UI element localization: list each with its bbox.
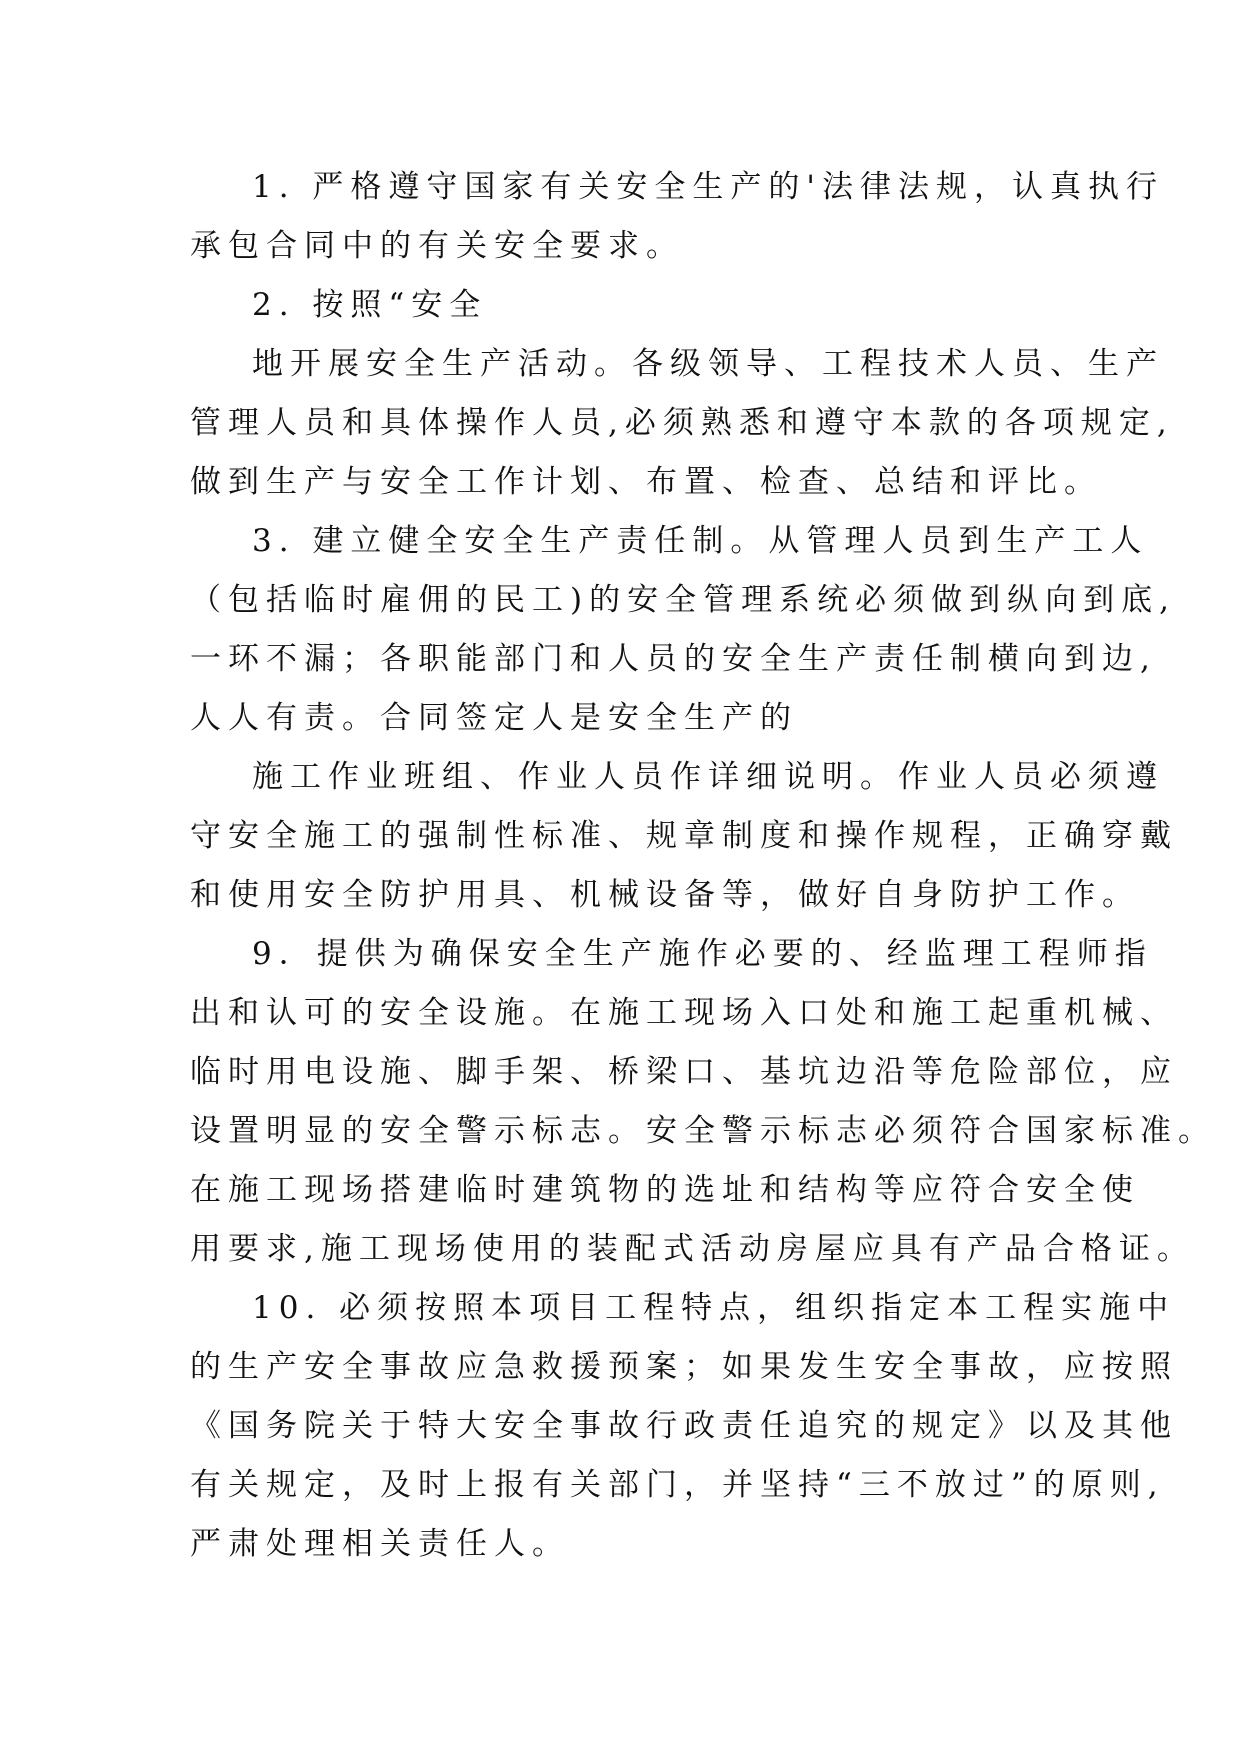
line-8: （包括临时雇佣的民工)的安全管理系统必须做到纵向到底, — [190, 582, 1176, 618]
line-24: 严肃处理相关责任人。 — [190, 1526, 570, 1562]
line-13: 和使用安全防护用具、机械设备等，做好自身防护工作。 — [190, 877, 1140, 913]
line-14: 9．提供为确保安全生产施作必要的、经监理工程师指 — [252, 936, 1153, 972]
line-9: 一环不漏；各职能部门和人员的安全生产责任制横向到边, — [190, 641, 1157, 677]
line-4: 地开展安全生产活动。各级领导、工程技术人员、生产 — [252, 346, 1164, 382]
line-21: 的生产安全事故应急救援预案；如果发生安全事故，应按照 — [190, 1349, 1178, 1385]
document-body — [190, 158, 1216, 1574]
line-20: 10. 必须按照本项目工程特点，组织指定本工程实施中 — [252, 1290, 1176, 1326]
line-1: 1. 严格遵守国家有关安全生产的'法律法规，认真执行 — [252, 169, 1164, 205]
line-16: 临时用电设施、脚手架、桥梁口、基坑边沿等危险部位，应 — [190, 1054, 1178, 1090]
line-11: 施工作业班组、作业人员作详细说明。作业人员必须遵 — [252, 759, 1164, 795]
line-3: 2. 按照“安全 — [252, 287, 488, 323]
line-15: 出和认可的安全设施。在施工现场入口处和施工起重机械、 — [190, 995, 1178, 1031]
line-17: 设置明显的安全警示标志。安全警示标志必须符合国家标准。 — [190, 1113, 1216, 1149]
line-7: 3. 建立健全安全生产责任制。从管理人员到生产工人 — [252, 523, 1149, 559]
line-10: 人人有责。合同签定人是安全生产的 — [190, 700, 798, 736]
line-2: 承包合同中的有关安全要求。 — [190, 228, 684, 264]
line-23: 有关规定，及时上报有关部门，并坚持“三不放过”的原则, — [190, 1467, 1165, 1503]
line-18: 在施工现场搭建临时建筑物的选址和结构等应符合安全使 — [190, 1172, 1140, 1208]
line-22: 《国务院关于特大安全事故行政责任追究的规定》以及其他 — [190, 1408, 1178, 1444]
line-6: 做到生产与安全工作计划、布置、检查、总结和评比。 — [190, 464, 1102, 500]
line-19: 用要求,施工现场使用的装配式活动房屋应具有产品合格证。 — [190, 1231, 1195, 1267]
line-12: 守安全施工的强制性标准、规章制度和操作规程，正确穿戴 — [190, 818, 1178, 854]
line-5: 管理人员和具体操作人员,必须熟悉和遵守本款的各项规定, — [190, 405, 1174, 441]
